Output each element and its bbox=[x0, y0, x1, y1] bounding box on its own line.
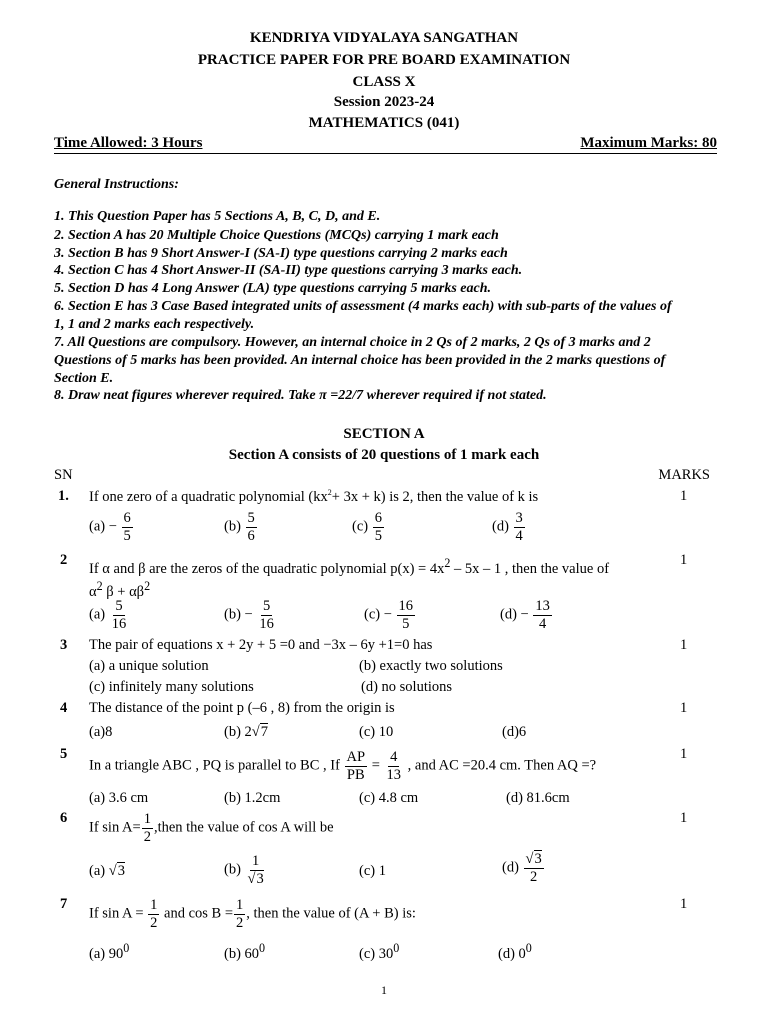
option-d: (d) no solutions bbox=[361, 679, 453, 695]
question-marks: 1 bbox=[680, 896, 688, 912]
option-b: (b) $\frac{5}{6}$ bbox=[224, 510, 255, 544]
option-b: (b) $\frac{1}{√3}$ bbox=[224, 853, 264, 887]
instruction-line: 6. Section E has 3 Case Based integrated units of assessment (4 marks each) with sub-parts of the values of bbox=[54, 299, 672, 314]
option-a: (a) $90^0$ bbox=[89, 941, 130, 962]
question-text: If α and β are the zeros of the quadratic polynomial $p(x) = 4x^2 - 5x - 1$ , then the value of bbox=[89, 556, 610, 577]
question-number: 3 bbox=[60, 637, 68, 653]
section-title: SECTION A bbox=[343, 426, 425, 442]
option-c: (c) $\frac{6}{5}$ bbox=[352, 510, 382, 544]
option-b: (b) 2√7 bbox=[224, 724, 269, 740]
instructions-heading: General Instructions: bbox=[54, 177, 179, 192]
question-number: 4 bbox=[60, 700, 68, 716]
question-text: The pair of equations x + 2y + 5 =0 and −3x – 6y +1=0 has bbox=[89, 637, 433, 653]
question-text: In a triangle ABC , PQ is parallel to BC , If $\frac{AP}{PB}$ = $\frac{4}{13}$ , and AC =20.4 cm. Then AQ =? bbox=[89, 749, 597, 783]
header-divider bbox=[54, 153, 717, 154]
question-marks: 1 bbox=[680, 746, 688, 762]
instruction-line: 1, 1 and 2 marks each respectively. bbox=[54, 317, 255, 332]
option-b: (b) 1.2cm bbox=[224, 790, 281, 806]
section-subtitle: Section A consists of 20 questions of 1 mark each bbox=[228, 447, 540, 463]
marks-column-header: MARKS bbox=[658, 467, 710, 483]
instruction-line: 8. Draw neat figures wherever required. Take π =22/7 wherever required if not stated. bbox=[54, 388, 547, 403]
question-text: If sin A = $\frac{1}{2}$ and cos B = $\frac{1}{2}$ , then the value of (A + B) is: bbox=[89, 897, 416, 931]
option-b: (b) − $\frac{5}{16}$ bbox=[224, 598, 274, 632]
instruction-line: 2. Section A has 20 Multiple Choice Questions (MCQs) carrying 1 mark each bbox=[54, 228, 499, 243]
option-d: (d)6 bbox=[502, 724, 527, 740]
instruction-line: 7. All Questions are compulsory. However, an internal choice in 2 Qs of 2 marks, 2 Qs of 3 marks and 2 bbox=[54, 335, 651, 350]
option-a: (a) √3 bbox=[89, 863, 125, 879]
option-a: (a) 3.6 cm bbox=[89, 790, 149, 806]
option-d: (d) − $\frac{13}{4}$ bbox=[500, 598, 550, 632]
question-number: 1. bbox=[58, 488, 69, 504]
maximum-marks: Maximum Marks: 80 bbox=[580, 135, 717, 151]
class-title: CLASS X bbox=[352, 74, 416, 90]
question-text: The distance of the point p (–6 , 8) from the origin is bbox=[89, 700, 395, 716]
option-b: (b) $60^0$ bbox=[224, 941, 266, 962]
instruction-line: 5. Section D has 4 Long Answer (LA) type questions carrying 5 marks each. bbox=[54, 281, 492, 296]
option-d: (d) $0^0$ bbox=[498, 941, 532, 962]
option-c: (c) 4.8 cm bbox=[359, 790, 419, 806]
question-marks: 1 bbox=[680, 637, 688, 653]
option-c: (c) 1 bbox=[359, 863, 386, 879]
option-d: (d) 81.6cm bbox=[506, 790, 570, 806]
question-text: If one zero of a quadratic polynomial $(kx^2+ 3x + k)$ is 2, then the value of k is bbox=[89, 488, 539, 505]
option-c: (c) infinitely many solutions bbox=[89, 679, 254, 695]
option-d: (d) $\frac{3}{4}$ bbox=[492, 510, 523, 544]
instruction-line: 3. Section B has 9 Short Answer-I (SA-I) type questions carrying 2 marks each bbox=[54, 246, 508, 261]
question-marks: 1 bbox=[680, 810, 688, 826]
question-marks: 1 bbox=[680, 700, 688, 716]
option-c: (c) − $\frac{16}{5}$ bbox=[364, 598, 414, 632]
instruction-line: 4. Section C has 4 Short Answer-II (SA-II) type questions carrying 3 marks each. bbox=[54, 263, 523, 278]
option-a: (a) $\frac{5}{16}$ bbox=[89, 598, 127, 632]
option-c: (c) $30^0$ bbox=[359, 941, 400, 962]
question-marks: 1 bbox=[680, 552, 688, 568]
question-number: 7 bbox=[60, 896, 68, 912]
time-allowed: Time Allowed: 3 Hours bbox=[54, 135, 203, 151]
option-d: (d) $\frac{√3}{2}$ bbox=[502, 851, 542, 885]
org-title: KENDRIYA VIDYALAYA SANGATHAN bbox=[249, 30, 519, 46]
instruction-line: Questions of 5 marks has been provided. An internal choice has been provided in the 2 marks questions of bbox=[54, 353, 666, 368]
question-text-line2: $\alpha^2$ $\beta + \alpha\beta^2$ bbox=[89, 579, 151, 600]
page-number: 1 bbox=[381, 983, 387, 997]
question-text: If sin A= $\frac{1}{2}$ ,then the value of cos A will be bbox=[89, 811, 334, 845]
instruction-line: 1. This Question Paper has 5 Sections A, B, C, D, and E. bbox=[54, 209, 381, 224]
paper-title: PRACTICE PAPER FOR PRE BOARD EXAMINATION bbox=[197, 52, 571, 68]
option-c: (c) 10 bbox=[359, 724, 394, 740]
option-a: (a)8 bbox=[89, 724, 113, 740]
sn-column-header: SN bbox=[54, 467, 73, 483]
option-b: (b) exactly two solutions bbox=[359, 658, 503, 674]
question-number: 2 bbox=[60, 552, 68, 568]
session-title: Session 2023-24 bbox=[333, 94, 435, 110]
question-number: 6 bbox=[60, 810, 68, 826]
option-a: (a) a unique solution bbox=[89, 658, 209, 674]
subject-title: MATHEMATICS (041) bbox=[308, 115, 460, 131]
instruction-line: Section E. bbox=[54, 371, 114, 386]
question-marks: 1 bbox=[680, 488, 688, 504]
option-a: (a) − $\frac{6}{5}$ bbox=[89, 510, 131, 544]
question-number: 5 bbox=[60, 746, 68, 762]
